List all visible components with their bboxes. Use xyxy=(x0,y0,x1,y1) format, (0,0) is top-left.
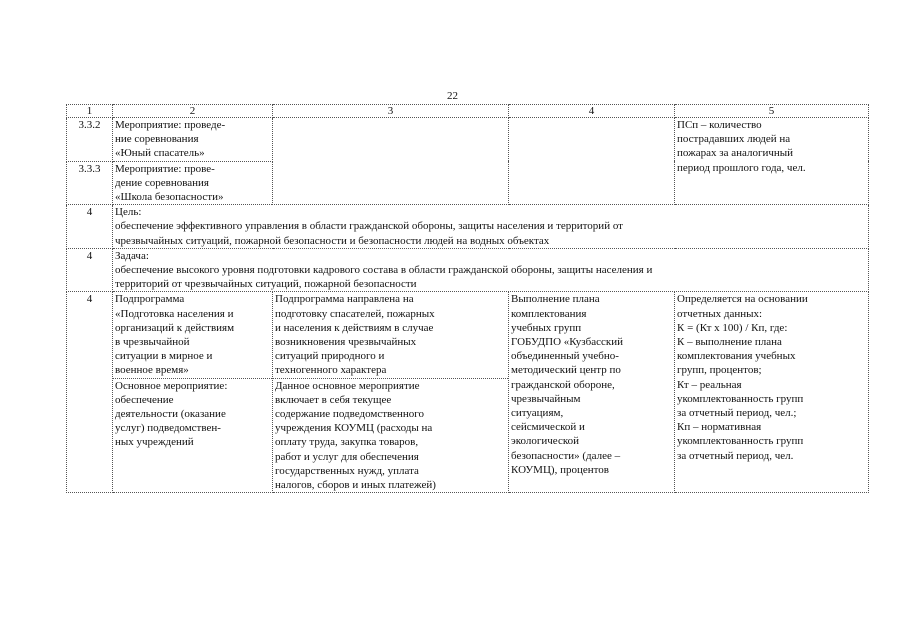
text-line: ние соревнования xyxy=(115,133,199,146)
text-line: «Юный спасатель» xyxy=(115,147,205,160)
description-cell-empty xyxy=(273,118,509,205)
text-line: ситуациям, xyxy=(511,407,564,420)
text-line: подготовку спасателей, пожарных xyxy=(275,307,435,320)
row-number: 3.3.3 xyxy=(67,161,113,205)
subprogram-description-cell xyxy=(273,292,509,493)
text-line: учебных групп xyxy=(511,321,582,334)
text-line: ГОБУДПО «Кузбасский xyxy=(511,336,623,349)
indicator-name-cell xyxy=(509,292,675,493)
text-line: ситуаций природного и xyxy=(275,350,385,363)
text-line: ситуации в мирное и xyxy=(115,350,213,363)
task-cell xyxy=(113,248,869,292)
text-line: в чрезвычайной xyxy=(115,336,190,349)
text-line: сейсмической и xyxy=(511,421,585,434)
subprogram-block xyxy=(115,292,270,377)
text-line: деятельности (оказание xyxy=(115,408,226,421)
table-row-3-3-2 xyxy=(67,118,869,162)
text-line: включает в себя текущее xyxy=(275,393,392,406)
text-line: услуг) подведомствен- xyxy=(115,422,221,435)
text-line: Подпрограмма xyxy=(115,293,185,306)
text-line: техногенного характера xyxy=(275,364,387,377)
text-line: КОУМЦ), процентов xyxy=(511,463,609,476)
text-line: чрезвычайных ситуаций, пожарной безопасности и безопасности людей на водных объектах xyxy=(115,234,550,247)
text-line: обеспечение высокого уровня подготовки кадрового состава в области гражданской обороны, защиты населения и xyxy=(115,264,653,277)
subprogram-description-block xyxy=(275,292,506,377)
text-line: за отчетный период, чел. xyxy=(677,449,794,462)
event-name-cell xyxy=(113,161,273,205)
text-line: «Школа безопасности» xyxy=(115,191,224,204)
text-line: Подпрограмма направлена на xyxy=(275,293,414,306)
text-line: и населения к действиям в случае xyxy=(275,321,434,334)
text-line: объединенный учебно- xyxy=(511,350,619,363)
text-line: возникновения чрезвычайных xyxy=(275,336,417,349)
task-label: Задача: xyxy=(115,249,149,262)
text-line: безопасности» (далее – xyxy=(511,449,621,462)
text-line: военное время» xyxy=(115,364,189,377)
text-line: Данное основное мероприятие xyxy=(275,379,420,392)
text-line: Кт – реальная xyxy=(677,378,742,391)
goal-cell xyxy=(113,205,869,249)
header-cell-2: 2 xyxy=(113,105,273,118)
row-number: 3.3.2 xyxy=(67,118,113,162)
text-line: отчетных данных: xyxy=(677,307,763,320)
main-activity-block xyxy=(113,378,272,450)
text-line: Кп – нормативная xyxy=(677,421,762,434)
row-number: 4 xyxy=(67,248,113,292)
text-line: укомплектованность групп xyxy=(677,435,804,448)
page-number: 22 xyxy=(447,90,458,102)
text-line: К – выполнение плана xyxy=(677,336,782,349)
indicators-table xyxy=(66,104,869,493)
table-row-subprogram xyxy=(67,292,869,493)
text-line: Выполнение плана xyxy=(511,293,600,306)
text-line: государственных нужд, уплата xyxy=(275,464,419,477)
text-line: оплату труда, закупка товаров, xyxy=(275,436,419,449)
text-line: укомплектованность групп xyxy=(677,392,804,405)
text-line: групп, процентов; xyxy=(677,364,762,377)
text-line: пожарах за аналогичный xyxy=(677,147,794,160)
text-line: организаций к действиям xyxy=(115,321,235,334)
text-line: пострадавших людей на xyxy=(677,133,791,146)
text-line: обеспечение эффективного управления в области гражданской обороны, защиты населения и территорий от xyxy=(115,220,623,233)
text-line: работ и услуг для обеспечения xyxy=(275,450,419,463)
text-line: Мероприятие: проведе- xyxy=(115,119,226,131)
text-line: «Подготовка населения и xyxy=(115,307,234,320)
header-cell-5: 5 xyxy=(675,105,869,118)
calculation-method-cell xyxy=(675,292,869,493)
text-line: методический центр по xyxy=(511,364,621,377)
text-line: Мероприятие: прове- xyxy=(115,162,215,175)
row-number: 4 xyxy=(67,292,113,493)
text-line: комплектования xyxy=(511,307,587,320)
text-line: период прошлого года, чел. xyxy=(677,161,806,174)
text-line: обеспечение xyxy=(115,393,174,406)
header-cell-4: 4 xyxy=(509,105,675,118)
text-line: ПСп – количество xyxy=(677,119,762,131)
indicator-cell-empty xyxy=(509,118,675,205)
text-line: за отчетный период, чел.; xyxy=(677,407,797,420)
subprogram-name-cell xyxy=(113,292,273,493)
table-row-task xyxy=(67,248,869,292)
main-activity-description-block xyxy=(273,378,508,493)
event-name-cell xyxy=(113,118,273,162)
text-line: дение соревнования xyxy=(115,176,209,189)
goal-label: Цель: xyxy=(115,206,142,219)
text-line: гражданской обороне, xyxy=(511,378,615,391)
formula-line: К = (Кт x 100) / Кп, где: xyxy=(677,321,788,334)
formula-cell xyxy=(675,118,869,205)
table-header-row xyxy=(67,105,869,118)
header-cell-1: 1 xyxy=(67,105,113,118)
text-line: ных учреждений xyxy=(115,436,194,449)
text-line: содержание подведомственного xyxy=(275,408,425,421)
text-line: учреждения КОУМЦ (расходы на xyxy=(275,422,433,435)
text-line: территорий от чрезвычайных ситуаций, пожарной безопасности xyxy=(115,278,417,291)
header-cell-3: 3 xyxy=(273,105,509,118)
text-line: Основное мероприятие: xyxy=(115,379,228,392)
text-line: чрезвычайным xyxy=(511,392,581,405)
table-row-goal xyxy=(67,205,869,249)
text-line: Определяется на основании xyxy=(677,293,808,306)
text-line: комплектования учебных xyxy=(677,350,796,363)
row-number: 4 xyxy=(67,205,113,249)
text-line: экологической xyxy=(511,435,579,448)
text-line: налогов, сборов и иных платежей) xyxy=(275,479,436,492)
